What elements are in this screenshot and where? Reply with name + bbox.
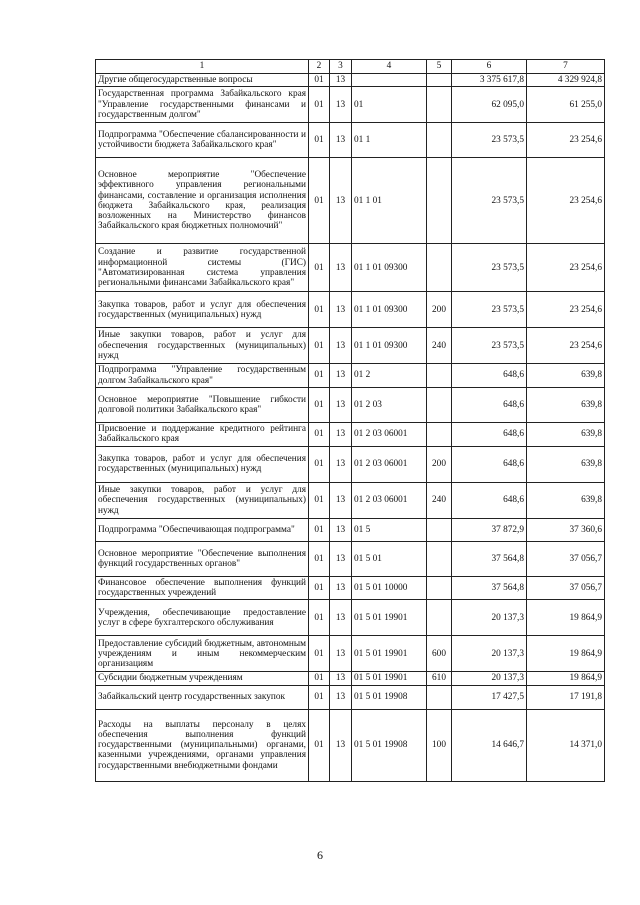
name-cell: Закупка товаров, работ и услуг для обеспечения государственных (муниципальных) нужд [96,446,309,482]
name-cell: Предоставление субсидий бюджетным, автономным учреждениям и иным некоммерческим организациям [96,636,309,672]
expense-type-cell: 240 [427,328,452,364]
target-article-cell: 01 2 03 06001 [352,482,427,518]
table-row [96,87,605,123]
expense-type-cell [427,422,452,446]
expense-type-cell [427,123,452,158]
section-cell: 01 [309,600,330,636]
amount-year1-cell: 37 564,8 [452,576,527,600]
table-row [96,518,605,541]
section-cell: 01 [309,576,330,600]
amount-year2-cell: 23 254,6 [527,158,605,244]
name-cell: Закупка товаров, работ и услуг для обеспечения государственных (муниципальных) нужд [96,292,309,328]
section-cell: 01 [309,292,330,328]
expense-type-cell [427,576,452,600]
target-article-cell: 01 2 03 06001 [352,422,427,446]
amount-year2-cell: 61 255,0 [527,87,605,123]
amount-year1-cell: 648,6 [452,482,527,518]
table-row [96,636,605,672]
name-cell: Субсидии бюджетным учреждениям [96,672,309,685]
name-cell: Присвоение и поддержание кредитного рейтинга Забайкальского края [96,422,309,446]
subsection-cell: 13 [330,541,352,576]
name-cell: Расходы на выплаты персоналу в целях обеспечения выполнения функций государственными (муниципальными) органами, казенными учреждениями, органами управления государственными внебюджетными фондами [96,709,309,781]
table-row [96,685,605,709]
section-cell: 01 [309,387,330,422]
target-article-cell: 01 5 01 19901 [352,672,427,685]
table-row [96,74,605,87]
amount-year2-cell: 23 254,6 [527,244,605,292]
table-row [96,364,605,388]
subsection-cell: 13 [330,600,352,636]
target-article-cell: 01 1 [352,123,427,158]
column-header-7: 7 [527,60,605,74]
section-cell: 01 [309,672,330,685]
amount-year1-cell: 3 375 617,8 [452,74,527,87]
column-header-3: 3 [330,60,352,74]
section-cell: 01 [309,158,330,244]
target-article-cell: 01 5 01 19901 [352,600,427,636]
amount-year1-cell: 14 646,7 [452,709,527,781]
name-cell: Иные закупки товаров, работ и услуг для обеспечения государственных (муниципальных) нужд [96,482,309,518]
budget-table [95,59,605,782]
table-row [96,387,605,422]
amount-year1-cell: 23 573,5 [452,123,527,158]
amount-year2-cell: 23 254,6 [527,328,605,364]
name-cell: Другие общегосударственные вопросы [96,74,309,87]
expense-type-cell: 240 [427,482,452,518]
subsection-cell: 13 [330,292,352,328]
name-cell: Забайкальский центр государственных закупок [96,685,309,709]
expense-type-cell: 200 [427,292,452,328]
expense-type-cell: 610 [427,672,452,685]
subsection-cell: 13 [330,387,352,422]
target-article-cell: 01 1 01 09300 [352,244,427,292]
target-article-cell: 01 5 01 10000 [352,576,427,600]
subsection-cell: 13 [330,244,352,292]
table-row [96,672,605,685]
subsection-cell: 13 [330,518,352,541]
amount-year2-cell: 19 864,9 [527,636,605,672]
amount-year1-cell: 23 573,5 [452,158,527,244]
table-row [96,123,605,158]
target-article-cell: 01 5 01 19901 [352,636,427,672]
subsection-cell: 13 [330,576,352,600]
amount-year2-cell: 19 864,9 [527,672,605,685]
subsection-cell: 13 [330,123,352,158]
table-row [96,446,605,482]
column-header-6: 6 [452,60,527,74]
amount-year2-cell: 639,8 [527,422,605,446]
amount-year2-cell: 37 056,7 [527,541,605,576]
amount-year2-cell: 23 254,6 [527,292,605,328]
expense-type-cell [427,244,452,292]
amount-year2-cell: 23 254,6 [527,123,605,158]
subsection-cell: 13 [330,328,352,364]
column-header-2: 2 [309,60,330,74]
amount-year2-cell: 639,8 [527,364,605,388]
section-cell: 01 [309,364,330,388]
name-cell: Подпрограмма "Управление государственным долгом Забайкальского края" [96,364,309,388]
section-cell: 01 [309,422,330,446]
section-cell: 01 [309,244,330,292]
target-article-cell: 01 2 [352,364,427,388]
expense-type-cell [427,541,452,576]
amount-year1-cell: 648,6 [452,446,527,482]
expense-type-cell [427,600,452,636]
target-article-cell: 01 2 03 [352,387,427,422]
expense-type-cell: 200 [427,446,452,482]
expense-type-cell [427,158,452,244]
section-cell: 01 [309,123,330,158]
table-row [96,482,605,518]
column-header-4: 4 [352,60,427,74]
amount-year2-cell: 19 864,9 [527,600,605,636]
name-cell: Основное мероприятие "Обеспечение выполнения функций государственных органов" [96,541,309,576]
target-article-cell: 01 5 01 19908 [352,709,427,781]
name-cell: Основное мероприятие "Повышение гибкости долговой политики Забайкальского края" [96,387,309,422]
section-cell: 01 [309,87,330,123]
section-cell: 01 [309,328,330,364]
amount-year2-cell: 4 329 924,8 [527,74,605,87]
amount-year1-cell: 20 137,3 [452,636,527,672]
section-cell: 01 [309,446,330,482]
target-article-cell: 01 1 01 09300 [352,292,427,328]
amount-year1-cell: 37 872,9 [452,518,527,541]
subsection-cell: 13 [330,364,352,388]
section-cell: 01 [309,482,330,518]
target-article-cell: 01 5 [352,518,427,541]
name-cell: Основное мероприятие "Обеспечение эффективного управления региональными финансами, составление и организация исполнения бюджета Забайкальского края, реализация возложенных на Министерство финансов Забайкальского края бюджетных полномочий" [96,158,309,244]
subsection-cell: 13 [330,672,352,685]
amount-year1-cell: 23 573,5 [452,244,527,292]
table-body [96,74,605,782]
name-cell: Подпрограмма "Обеспечивающая подпрограмма" [96,518,309,541]
expense-type-cell [427,74,452,87]
section-cell: 01 [309,709,330,781]
amount-year1-cell: 648,6 [452,364,527,388]
amount-year1-cell: 648,6 [452,422,527,446]
subsection-cell: 13 [330,422,352,446]
amount-year1-cell: 62 095,0 [452,87,527,123]
expense-type-cell [427,364,452,388]
table-row [96,422,605,446]
target-article-cell: 01 2 03 06001 [352,446,427,482]
expense-type-cell: 600 [427,636,452,672]
subsection-cell: 13 [330,636,352,672]
expense-type-cell [427,87,452,123]
amount-year1-cell: 23 573,5 [452,292,527,328]
column-header-5: 5 [427,60,452,74]
amount-year1-cell: 648,6 [452,387,527,422]
table-row [96,709,605,781]
table-row [96,600,605,636]
table-row [96,576,605,600]
name-cell: Создание и развитие государственной информационной системы (ГИС) "Автоматизированная система управления региональными финансами Забайкальского края" [96,244,309,292]
subsection-cell: 13 [330,709,352,781]
name-cell: Подпрограмма "Обеспечение сбалансированности и устойчивости бюджета Забайкальского края" [96,123,309,158]
subsection-cell: 13 [330,74,352,87]
amount-year2-cell: 17 191,8 [527,685,605,709]
target-article-cell [352,74,427,87]
table-row [96,244,605,292]
amount-year1-cell: 17 427,5 [452,685,527,709]
amount-year1-cell: 20 137,3 [452,672,527,685]
subsection-cell: 13 [330,87,352,123]
table-row [96,541,605,576]
amount-year2-cell: 639,8 [527,482,605,518]
section-cell: 01 [309,541,330,576]
amount-year2-cell: 639,8 [527,446,605,482]
name-cell: Учреждения, обеспечивающие предоставление услуг в сфере бухгалтерского обслуживания [96,600,309,636]
target-article-cell: 01 5 01 [352,541,427,576]
amount-year2-cell: 37 360,6 [527,518,605,541]
amount-year1-cell: 20 137,3 [452,600,527,636]
subsection-cell: 13 [330,482,352,518]
target-article-cell: 01 1 01 09300 [352,328,427,364]
subsection-cell: 13 [330,158,352,244]
header-row [96,60,605,74]
expense-type-cell [427,387,452,422]
table-header [96,60,605,74]
amount-year2-cell: 37 056,7 [527,576,605,600]
expense-type-cell [427,518,452,541]
target-article-cell: 01 [352,87,427,123]
table-row [96,328,605,364]
table-row [96,158,605,244]
section-cell: 01 [309,685,330,709]
amount-year1-cell: 37 564,8 [452,541,527,576]
target-article-cell: 01 1 01 [352,158,427,244]
expense-type-cell [427,685,452,709]
table-row [96,292,605,328]
section-cell: 01 [309,636,330,672]
amount-year2-cell: 14 371,0 [527,709,605,781]
section-cell: 01 [309,518,330,541]
column-header-1: 1 [96,60,309,74]
subsection-cell: 13 [330,685,352,709]
section-cell: 01 [309,74,330,87]
subsection-cell: 13 [330,446,352,482]
page-number: 6 [317,848,323,862]
amount-year1-cell: 23 573,5 [452,328,527,364]
name-cell: Финансовое обеспечение выполнения функций государственных учреждений [96,576,309,600]
name-cell: Иные закупки товаров, работ и услуг для обеспечения государственных (муниципальных) нужд [96,328,309,364]
name-cell: Государственная программа Забайкальского края "Управление государственными финансами и государственным долгом" [96,87,309,123]
amount-year2-cell: 639,8 [527,387,605,422]
expense-type-cell: 100 [427,709,452,781]
target-article-cell: 01 5 01 19908 [352,685,427,709]
